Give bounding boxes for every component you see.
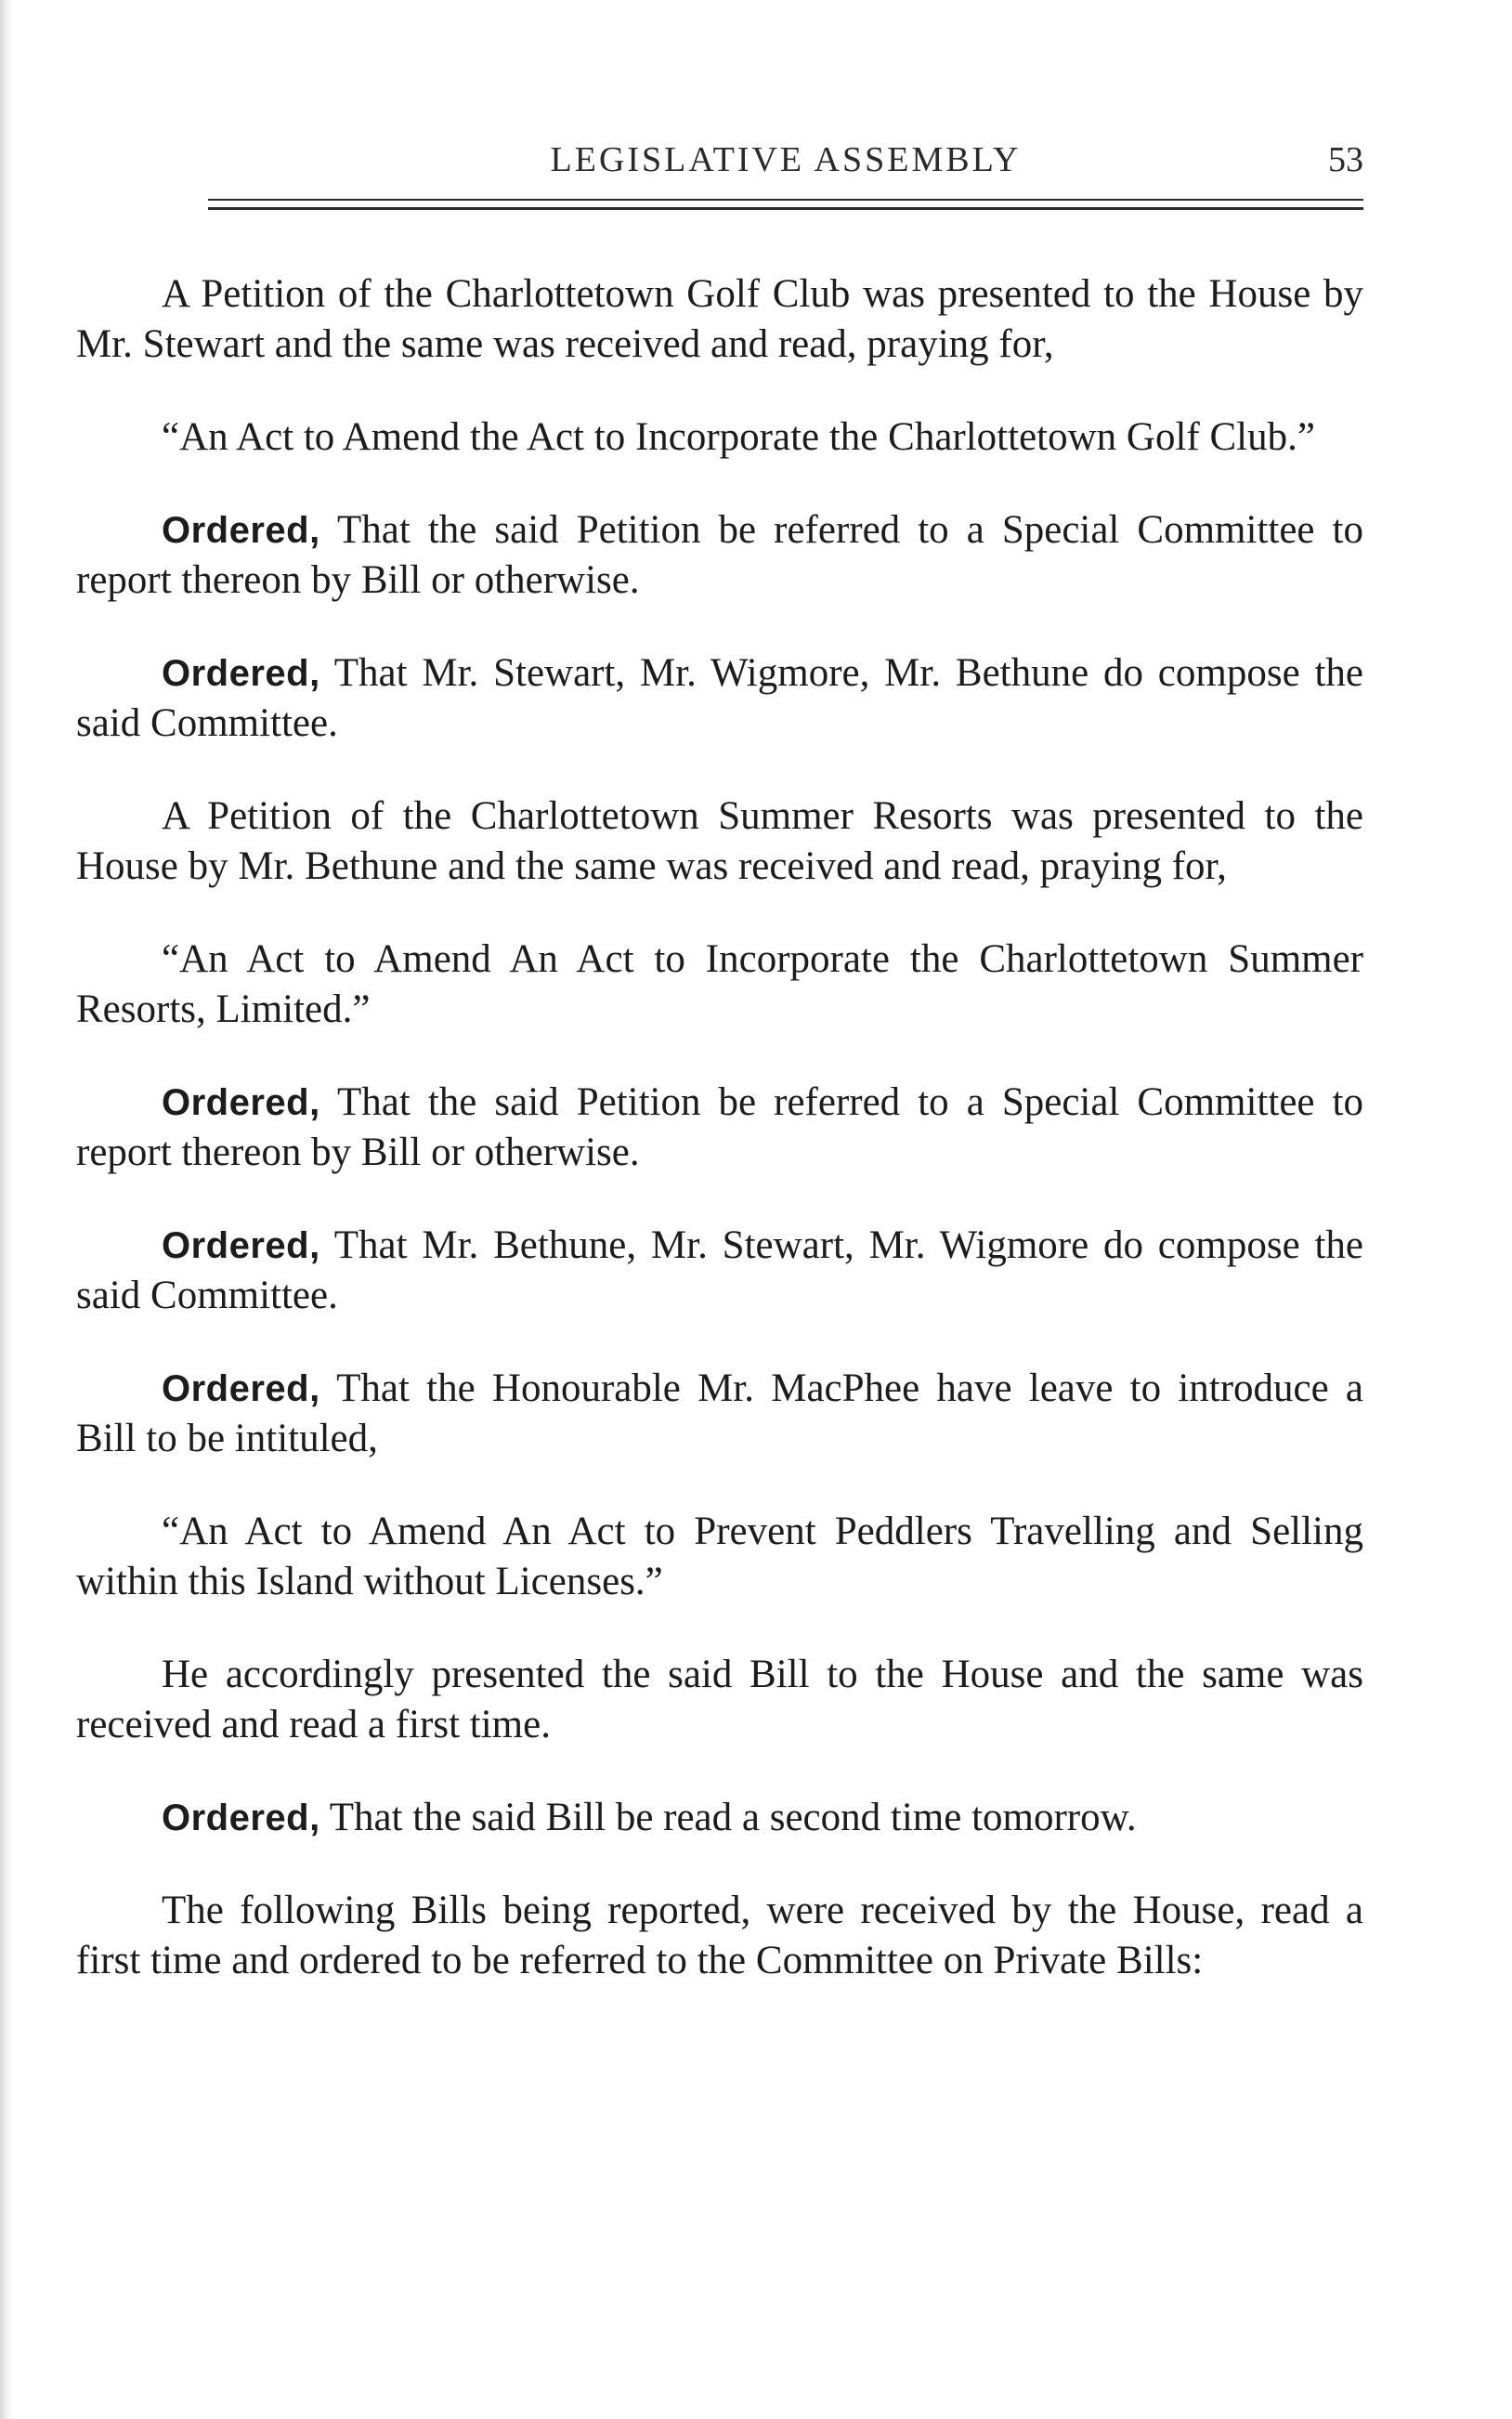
- paragraph-text: “An Act to Amend An Act to Prevent Peddlers Travelling and Selling within this Island without Licenses.”: [76, 1510, 1363, 1603]
- paragraph: [76, 791, 1363, 892]
- running-header: [208, 139, 1363, 186]
- paragraph-text: The following Bills being reported, were received by the House, read a first time and ordered to be referred to the Committee on Private Bills:: [76, 1889, 1363, 1982]
- paragraph-text: That Mr. Bethune, Mr. Stewart, Mr. Wigmore do compose the said Committee.: [76, 1223, 1363, 1317]
- paragraph-lead: Ordered,: [162, 1225, 320, 1266]
- paragraph: [76, 648, 1363, 749]
- paragraph: [76, 412, 1363, 463]
- paragraph: [76, 1078, 1363, 1178]
- paragraph: [76, 935, 1363, 1035]
- paragraph: [76, 1221, 1363, 1321]
- paragraph-lead: Ordered,: [162, 653, 320, 694]
- paragraph-lead: Ordered,: [162, 1798, 320, 1838]
- paragraph-text: That the said Petition be referred to a Special Committee to report thereon by Bill or otherwise.: [76, 1080, 1363, 1174]
- paragraph: [76, 1507, 1363, 1607]
- page-number: 53: [1328, 140, 1363, 179]
- paragraph-text: “An Act to Amend the Act to Incorporate the Charlottetown Golf Club.”: [162, 415, 1315, 459]
- header-rule-thick: [208, 207, 1363, 210]
- paragraph-lead: Ordered,: [162, 1368, 320, 1409]
- paragraph-text: That the Honourable Mr. MacPhee have leave to introduce a Bill to be intituled,: [76, 1366, 1363, 1460]
- paragraph-text: A Petition of the Charlottetown Golf Club was presented to the House by Mr. Stewart and the same was received and read, praying for,: [76, 272, 1363, 366]
- paragraph: [76, 1364, 1363, 1464]
- paragraph-lead: Ordered,: [162, 510, 320, 551]
- paragraph: [76, 1793, 1363, 1843]
- body-text: [76, 269, 1363, 1986]
- paragraph: [76, 505, 1363, 606]
- paragraph-text: He accordingly presented the said Bill to the House and the same was received and read a first time.: [76, 1653, 1363, 1746]
- paragraph-text: That the said Bill be read a second time tomorrow.: [329, 1796, 1137, 1839]
- paragraph-text: That the said Petition be referred to a Special Committee to report thereon by Bill or otherwise.: [76, 508, 1363, 602]
- paragraph: [76, 269, 1363, 370]
- paragraph-text: That Mr. Stewart, Mr. Wigmore, Mr. Bethune do compose the said Committee.: [76, 651, 1363, 745]
- paragraph-lead: Ordered,: [162, 1082, 320, 1123]
- paragraph: [76, 1886, 1363, 1986]
- running-title: LEGISLATIVE ASSEMBLY: [550, 140, 1022, 179]
- page-edge-shadow: [0, 0, 13, 2419]
- paragraph-text: “An Act to Amend An Act to Incorporate the Charlottetown Summer Resorts, Limited.”: [76, 937, 1363, 1031]
- header-rule-thin: [208, 199, 1363, 201]
- paragraph-text: A Petition of the Charlottetown Summer Resorts was presented to the House by Mr. Bethune and the same was received and read, praying for,: [76, 794, 1363, 888]
- paragraph: [76, 1650, 1363, 1750]
